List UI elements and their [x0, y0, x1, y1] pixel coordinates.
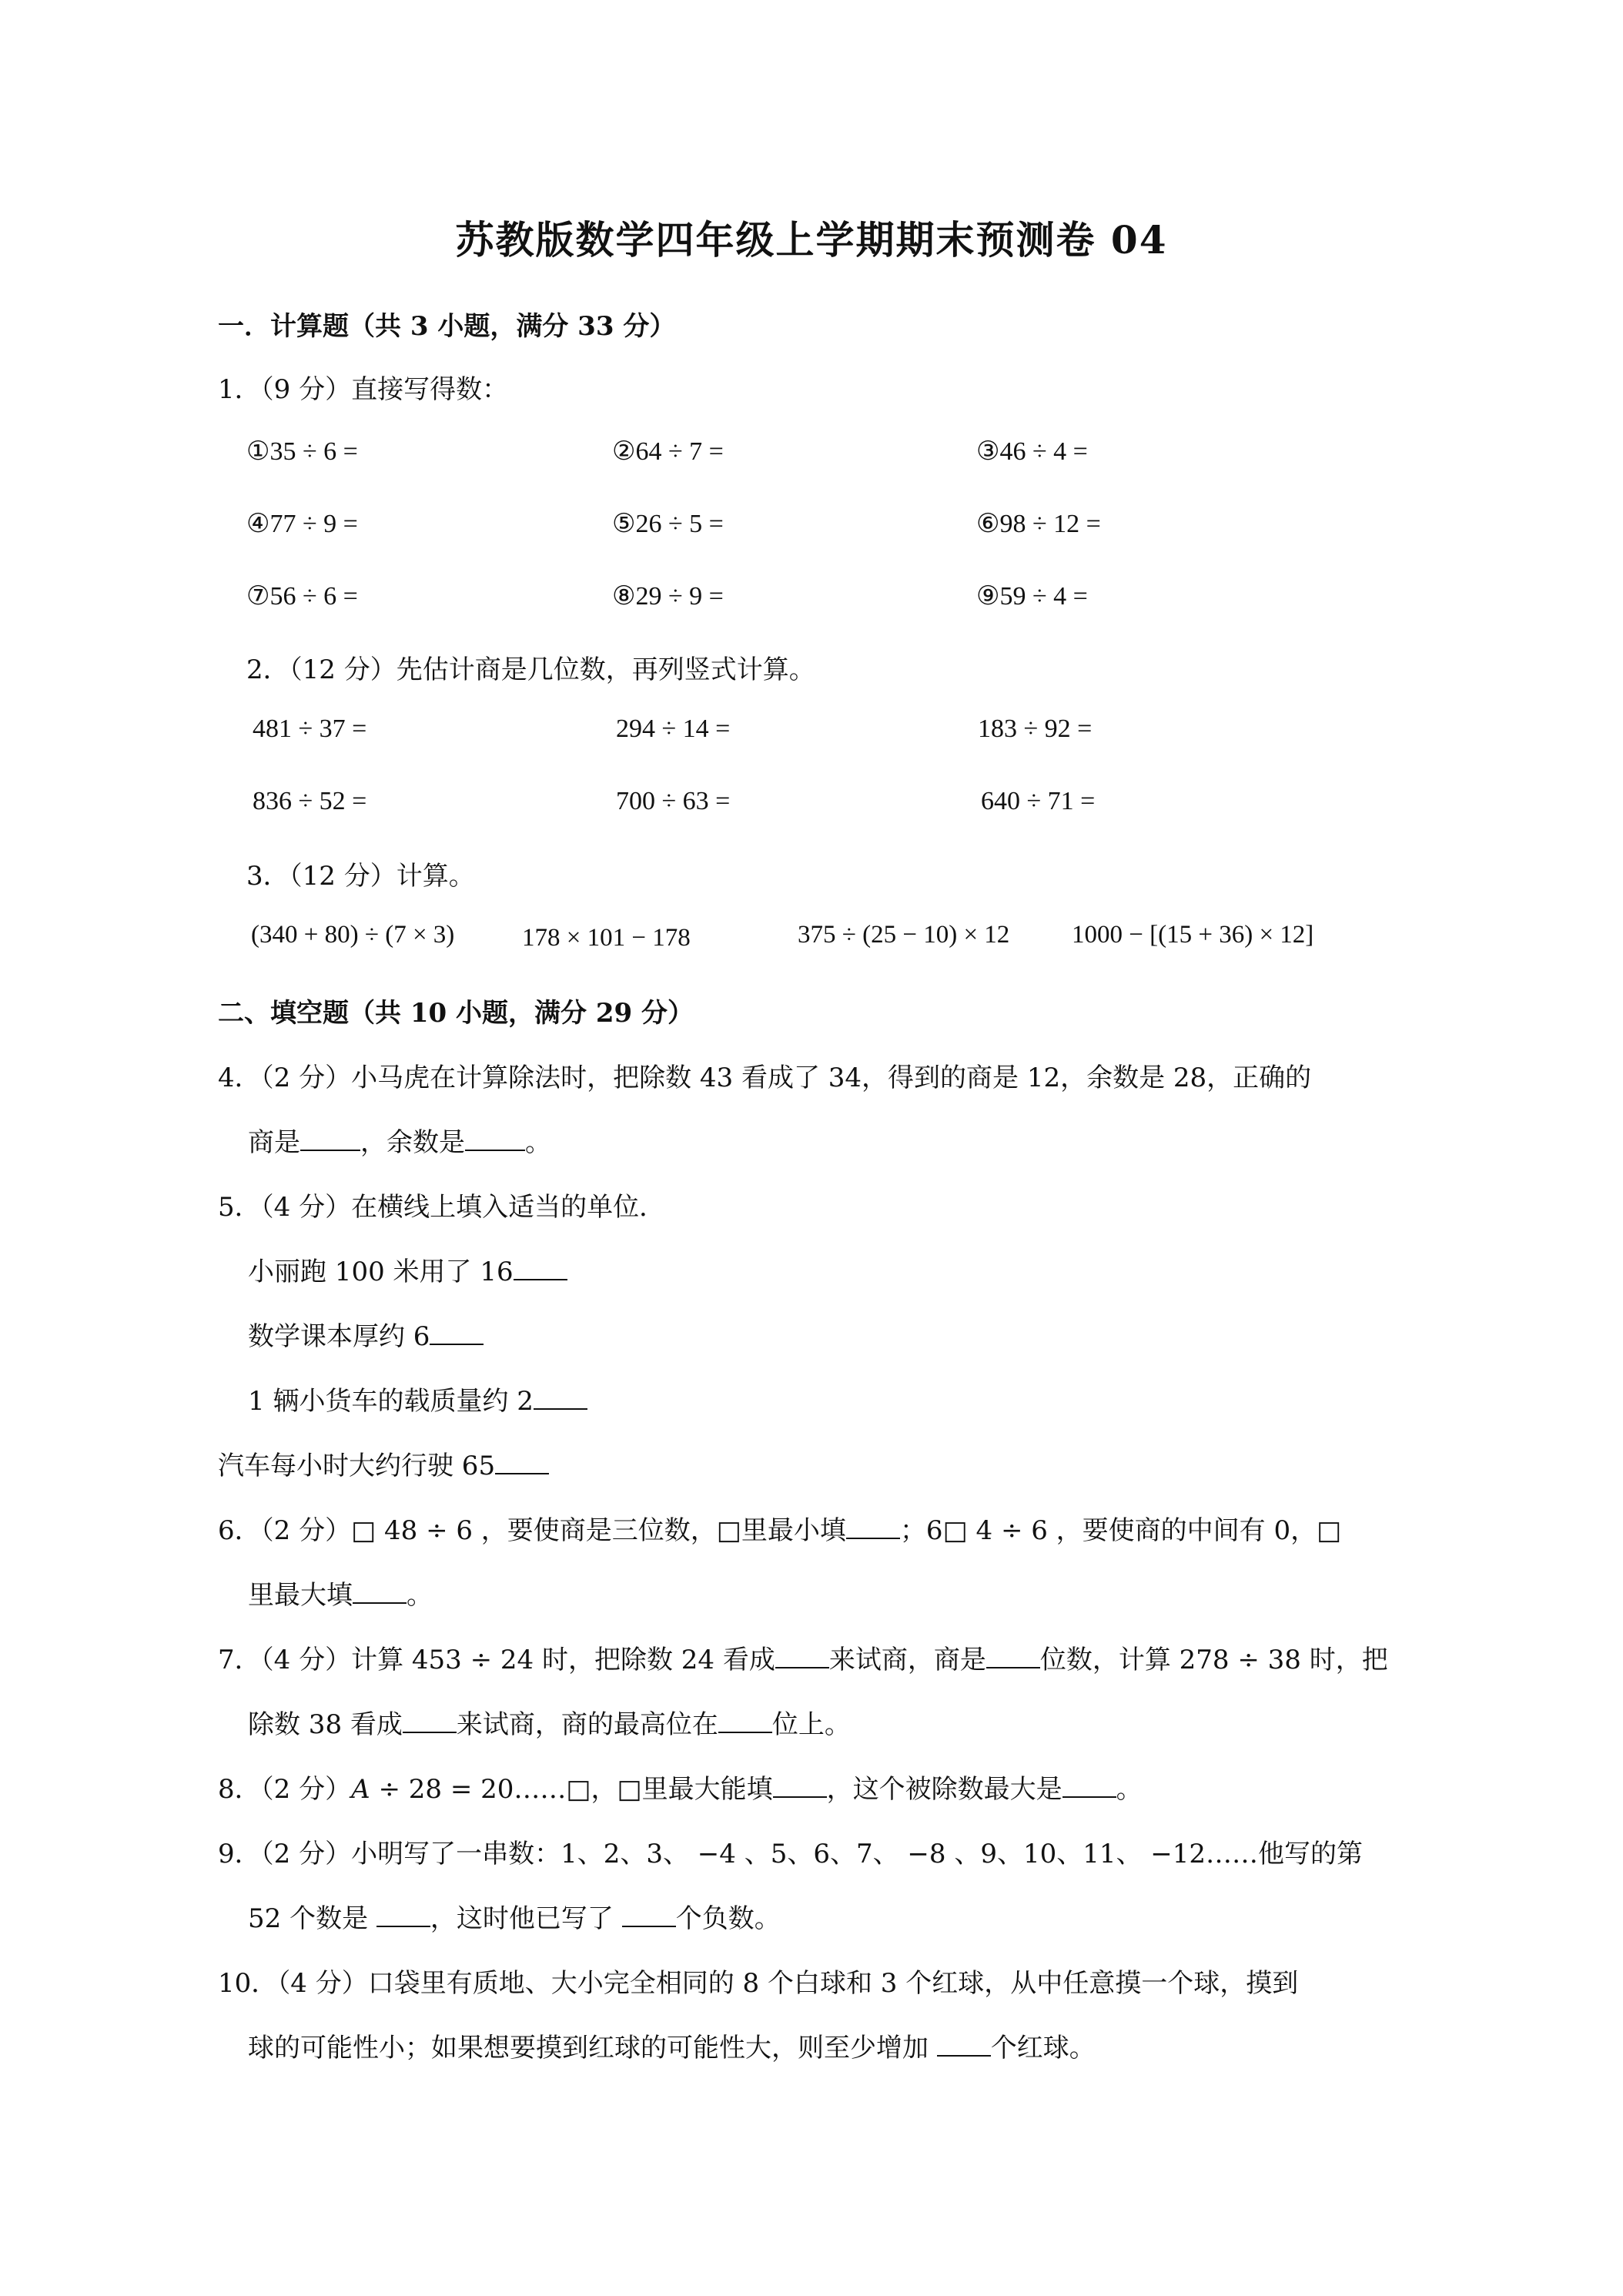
q6-text: 里最大填 — [248, 1580, 353, 1611]
q2-item: 294 ÷ 14 = — [616, 715, 731, 743]
page-title: 苏教版数学四年级上学期期末预测卷 04 — [455, 217, 1168, 263]
q6-text: 。 — [407, 1580, 433, 1611]
question-8 — [218, 1768, 1143, 1806]
q10-text: 个红球。 — [990, 2033, 1096, 2063]
answer-blank[interactable] — [773, 1770, 827, 1798]
q6-text: 6．（2 分）□ 48 ÷ 6 ，要使商是三位数，□里最小填 — [218, 1515, 846, 1546]
q7-text: 来试商，商是 — [828, 1645, 986, 1675]
q2-item: 481 ÷ 37 = — [253, 715, 367, 743]
answer-blank[interactable] — [376, 1899, 430, 1927]
question-10-line2 — [248, 2027, 1096, 2064]
q8-text: ÷ 28 = 20……□，□里最大能填 — [370, 1774, 773, 1805]
q5-text: 小丽跑 100 米用了 16 — [248, 1257, 514, 1287]
q7-text: 来试商，商的最高位在 — [456, 1709, 718, 1740]
q2-item: 183 ÷ 92 = — [978, 715, 1093, 743]
question-5-line-b — [248, 1315, 484, 1353]
answer-blank[interactable] — [937, 2029, 991, 2057]
q3-item: (340 + 80) ÷ (7 × 3) — [251, 921, 455, 949]
question-5-stem: 5．（4 分）在横线上填入适当的单位． — [218, 1192, 666, 1223]
answer-blank[interactable] — [353, 1576, 407, 1604]
q7-text: 除数 38 看成 — [248, 1709, 403, 1740]
answer-blank[interactable] — [986, 1641, 1040, 1668]
answer-blank[interactable] — [846, 1511, 900, 1539]
q1-item: ③46 ÷ 4 = — [976, 437, 1088, 466]
q4-text: ，余数是 — [360, 1127, 465, 1158]
q4-text: 商是 — [248, 1127, 300, 1158]
q1-item: ①35 ÷ 6 = — [246, 437, 358, 466]
q3-item: 1000 − [(15 + 36) × 12] — [1072, 921, 1314, 949]
q8-text: ，这个被除数最大是 — [826, 1774, 1062, 1805]
q1-item: ⑦56 ÷ 6 = — [246, 582, 358, 611]
q1-item: ⑤26 ÷ 5 = — [612, 510, 724, 538]
q2-item: 700 ÷ 63 = — [616, 787, 731, 815]
q7-text: 7．（4 分）计算 453 ÷ 24 时，把除数 24 看成 — [218, 1645, 775, 1675]
q3-item: 178 × 101 − 178 — [522, 924, 691, 952]
section-heading-fill: 二、填空题（共 10 小题，满分 29 分） — [218, 998, 694, 1029]
section-heading-calc: 一．计算题（共 3 小题，满分 33 分） — [218, 311, 676, 342]
q3-item: 375 ÷ (25 − 10) × 12 — [798, 921, 1010, 949]
question-4-line2 — [248, 1121, 551, 1159]
q1-item: ④77 ÷ 9 = — [246, 510, 358, 538]
q6-text: ；6□ 4 ÷ 6 ，要使商的中间有 0，□ — [899, 1515, 1342, 1546]
q5-text: 数学课本厚约 6 — [248, 1321, 430, 1352]
q8-variable: A — [351, 1774, 370, 1805]
q5-text: 汽车每小时大约行驶 65 — [218, 1451, 496, 1481]
question-5-line-c — [248, 1380, 587, 1417]
question-10-line1: 10．（4 分）口袋里有质地、大小完全相同的 8 个白球和 3 个红球，从中任意摸一个球，摸到 — [218, 1968, 1299, 1999]
answer-blank[interactable] — [775, 1641, 829, 1668]
q2-item: 640 ÷ 71 = — [981, 787, 1096, 815]
q8-text: 8．（2 分） — [218, 1774, 352, 1805]
question-7-line2 — [248, 1703, 851, 1741]
question-7-line1 — [218, 1638, 1388, 1676]
answer-blank[interactable] — [622, 1899, 676, 1927]
answer-blank[interactable] — [300, 1123, 360, 1151]
q4-text: 。 — [525, 1127, 551, 1158]
question-2-stem: 2．（12 分）先估计商是几位数，再列竖式计算。 — [246, 654, 815, 685]
answer-blank[interactable] — [1062, 1770, 1116, 1798]
q9-text: ，这时他已写了 — [430, 1903, 622, 1934]
q7-text: 位上。 — [771, 1709, 851, 1740]
q10-text: 球的可能性小；如果想要摸到红球的可能性大，则至少增加 — [248, 2033, 937, 2063]
q1-item: ⑥98 ÷ 12 = — [976, 510, 1101, 538]
q5-text: 1 辆小货车的载质量约 2 — [248, 1386, 534, 1417]
answer-blank[interactable] — [718, 1705, 772, 1733]
question-6-line1 — [218, 1509, 1341, 1547]
answer-blank[interactable] — [465, 1123, 525, 1151]
question-1-stem: 1．（9 分）直接写得数： — [218, 374, 509, 405]
answer-blank[interactable] — [514, 1253, 567, 1280]
q1-item: ②64 ÷ 7 = — [612, 437, 724, 466]
question-5-line-d — [218, 1444, 549, 1482]
answer-blank[interactable] — [430, 1317, 484, 1345]
q9-text: 个负数。 — [675, 1903, 781, 1934]
question-9-line1: 9．（2 分）小明写了一串数：1、2、3、 −4 、5、6、7、 −8 、9、10、11、 −12……他写的第 — [218, 1839, 1364, 1869]
question-3-stem: 3．（12 分）计算。 — [246, 861, 475, 892]
answer-blank[interactable] — [495, 1447, 549, 1474]
q1-item: ⑨59 ÷ 4 = — [976, 582, 1088, 611]
question-9-line2 — [248, 1897, 781, 1935]
q8-text: 。 — [1116, 1774, 1143, 1805]
q2-item: 836 ÷ 52 = — [253, 787, 367, 815]
question-4-line1: 4．（2 分）小马虎在计算除法时，把除数 43 看成了 34，得到的商是 12，余数是 28，正确的 — [218, 1063, 1312, 1093]
question-6-line2 — [248, 1574, 433, 1612]
question-5-line-a — [248, 1250, 567, 1288]
answer-blank[interactable] — [534, 1382, 587, 1410]
answer-blank[interactable] — [403, 1705, 457, 1733]
q7-text: 位数，计算 278 ÷ 38 时，把 — [1039, 1645, 1388, 1675]
q9-text: 52 个数是 — [248, 1903, 376, 1934]
q1-item: ⑧29 ÷ 9 = — [612, 582, 724, 611]
